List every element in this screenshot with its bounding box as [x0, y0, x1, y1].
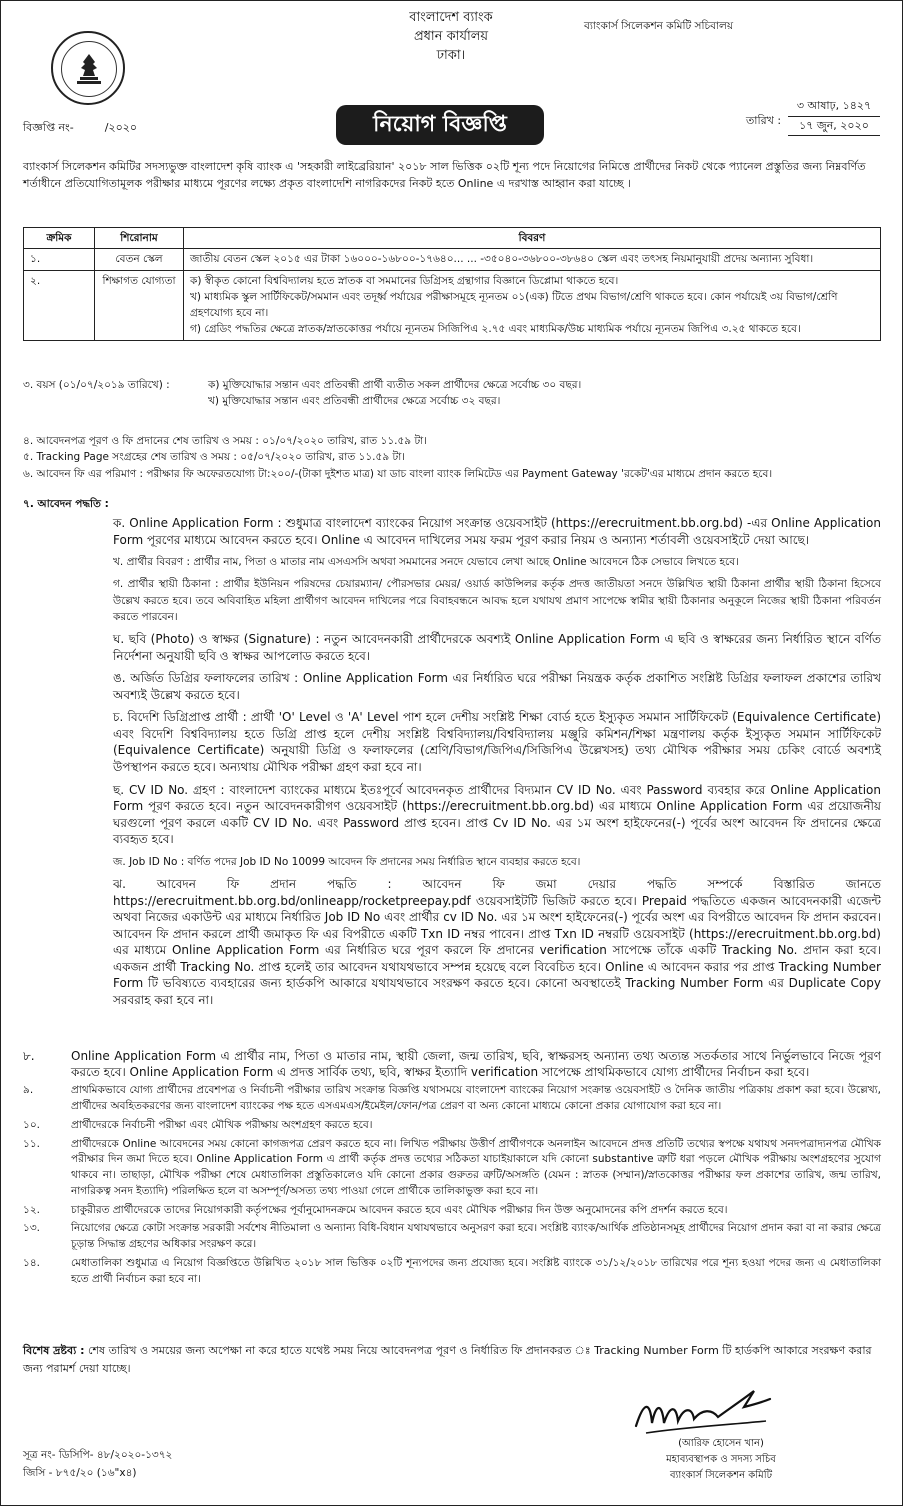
method-item: খ. প্রার্থীর বিবরণ : প্রার্থীর নাম, পিতা ও মাতার নাম এসএসসি অথবা সমমানের সনদে যেভাবে লেখা আছে Online আবেদনে ঠিক সেভাবে লিখতে হবে।	[113, 556, 739, 569]
rule-item	[23, 1221, 881, 1253]
method-item: ঘ. ছবি (Photo) ও স্বাক্ষর (Signature) : নতুন আবেদনকারী প্রার্থীদেরকে অবশ্যই Online Application Form এ ছবি ও স্বাক্ষরের জন্য নির্ধারিত স্থানে বর্ণিত নির্দেশনা অনুযায়ী ছবি ও স্বাক্ষর আপলোড করতে হবে।	[113, 632, 881, 663]
date-label: তারিখ :	[746, 114, 782, 127]
method-item: ক. Online Application Form : শুধুমাত্র বাংলাদেশ ব্যাংকের নিয়োগ সংক্রান্ত ওয়েবসাইট (https://erecruitment.bb.org.bd) -এর Online Application Form পূরণের মাধ্যমে আবেদন করতে হবে। Online এ আবেদন দাখিলের সময় ফরম পূরণ করার নিয়ম ও অন্যান্য শর্তাবলী ওয়েবসাইটে দেয়া আছে।	[113, 516, 881, 547]
age-line-1: ক) মুক্তিযোদ্ধার সন্তান এবং প্রতিবন্ধী প্রার্থী ব্যতীত সকল প্রার্থীদের ক্ষেত্রে সর্বোচ্চ ৩০ বছর।	[208, 379, 582, 391]
signatory-block	[651, 1436, 791, 1484]
secretariat-name: ব্যাংকার্স সিলেকশন কমিটি সচিবালয়	[584, 20, 734, 32]
table-row	[24, 270, 881, 340]
rule-text: মেধাতালিকা শুধুমাত্র এ নিয়োগ বিজ্ঞপ্তিতে উল্লিখিত ২০১৮ সাল ভিত্তিক ০২টি শূন্যপদের জন্য প্রযোজ্য হবে। সংশ্লিষ্ট ব্যাংকে ৩১/১২/২০১৮ তারিখের পরে শূন্য হওয়া পদের জন্য এ মেধাতালিকা হতে প্রার্থী নির্বাচন করা হবে না।	[71, 1256, 881, 1285]
rule-text: Online Application Form এ প্রার্থীর নাম, পিতা ও মাতার নাম, স্থায়ী জেলা, জন্ম তারিখ, ছবি, স্বাক্ষরসহ অন্যান্য তথ্য অত্যন্ত সতর্কতার সাথে নির্ভুলভাবে নিজে পূরণ করতে হবে। Online Application Form এ প্রদত্ত সার্বিক তথ্য, ছবি, স্বাক্ষর ইত্যাদি verification সাপেক্ষে প্রাথমিকভাবে যোগ্য প্রার্থীদের নির্বাচন করা হবে।	[71, 1049, 881, 1080]
deadline-item: ৬. আবেদন ফি এর পরিমাণ : পরীক্ষার ফি অফেরতযোগ্য টা:২০০/-(টাকা দুইশত মাত্র) যা ডাচ বাংলা ব্যাংক লিমিটেড এর Payment Gateway 'রকেট'এর মাধ্যমে প্রদান করতে হবে।	[23, 467, 773, 480]
table-header-row	[24, 228, 881, 249]
rule-item	[23, 1118, 881, 1134]
rule-number: ১০.	[23, 1118, 40, 1131]
memo-number: সূত্র নং- ডিসিপি- ৪৮/২০২০-১৩৭২	[23, 1449, 173, 1461]
rule-item	[23, 1203, 881, 1219]
special-note-text: শেষ তারিখ ও সময়ের জন্য অপেক্ষা না করে হাতে যথেষ্ট সময় নিয়ে আবেদনপত্র পূরণ ও নির্ধারিত ফি প্রদানকরত ঃ Tracking Number Form টি হার্ডকপি আকারে সংরক্ষণ করার জন্য পরামর্শ দেয়া যাচ্ছে।	[23, 1344, 872, 1375]
method-item: গ. প্রার্থীর স্থায়ী ঠিকানা : প্রার্থীর ইউনিয়ন পরিষদের চেয়ারম্যান/ পৌরসভার মেয়র/ ওয়ার্ড কাউন্সিলর কর্তৃক প্রদত্ত জাতীয়তা সনদে উল্লিখিত স্থায়ী ঠিকানা প্রার্থীর স্থায়ী ঠিকানা হিসেবে উল্লেখ করতে হবে। তবে অবিবাহিত মহিলা প্রার্থীগণ আবেদন দাখিলের পরে বিবাহবন্ধনে আবদ্ধ হলে যথাযথ প্রমাণ সাপেক্ষে স্বামীর স্থায়ী ঠিকানার অনুকূলে নিজের স্থায়ী ঠিকানা পরিবর্তন করতে পারবেন।	[113, 578, 881, 623]
deadlines-section	[23, 433, 881, 482]
age-label: ৩. বয়স (০১/০৭/২০১৯ তারিখে) :	[23, 379, 170, 391]
row-details	[184, 249, 881, 270]
special-note	[23, 1342, 881, 1377]
method-heading: ৭. আবেদন পদ্ধতি :	[23, 498, 109, 510]
row-serial: ২.	[24, 270, 95, 340]
age-line-2: খ) মুক্তিযোদ্ধার সন্তান এবং প্রতিবন্ধী প্রার্থীদের ক্ষেত্রে সর্বোচ্চ ৩২ বছর।	[208, 395, 501, 408]
table-row	[24, 249, 881, 270]
rule-text: প্রার্থীদেরকে Online আবেদনের সময় কোনো কাগজপত্র প্রেরণ করতে হবে না। লিখিত পরীক্ষায় উত্তীর্ণ প্রার্থীগণকে অনলাইন আবেদনে প্রদত্ত প্রতিটি তথ্যের স্বপক্ষে যথাযথ সনদপত্রাদ্যনপত্র মৌখিক পরীক্ষার দিন জমা দিতে হবে। Online Application Form এ প্রার্থী কর্তৃক প্রদত্ত তথ্যের সঠিকতা যাচাইয়াকালে যদি কোনো substantive ত্রুটি ধরা পড়লে মৌখিক পরীক্ষায় অংশগ্রহণের সুযোগ থাকবে না। তাছাড়া, মৌখিক পরীক্ষা শেষে মেধাতালিকা প্রস্তুতিকালেও যদি কোনো প্রকার গুরুতর ত্রুটি/অসঙ্গতি (যেমন : স্নাতক (সম্মান)/স্নাতকোত্তর পরীক্ষার ফল প্রকাশের তারিখ, জন্ম তারিখ, নাগরিকত্ব সনদ ইত্যাদি) পরিলক্ষিত হলে বা অসম্পূর্ণ/অসত্য তথ্য পাওয়া গেলে প্রার্থীকে তালিকাভুক্ত করা হবে না।	[71, 1137, 881, 1197]
table-header-title: শিরোনাম	[95, 228, 184, 249]
rule-text: নিয়োগের ক্ষেত্রে কোটা সংক্রান্ত সরকারী সর্বশেষ নীতিমালা ও অন্যান্য বিধি-বিধান যথাযথভাবে অনুসরণ করা হবে। সংশ্লিষ্ট ব্যাংক/আর্থিক প্রতিষ্ঠানসমূহ প্রার্থীদের নিয়োগ প্রদান করা বা না করার ক্ষেত্রে চূড়ান্ত সিদ্ধান্ত গ্রহণের অধিকার সংরক্ষণ করে।	[71, 1222, 881, 1251]
date-values	[788, 97, 880, 136]
notice-no-value: /২০২০	[104, 121, 138, 134]
notice-no-label: বিজ্ঞপ্তি নং-	[23, 121, 74, 134]
rule-item	[23, 1137, 881, 1200]
detail-line: খ) মাধ্যমিক স্কুল সার্টিফিকেট/সমমান এবং তদূর্ধ্ব পর্যায়ের পরীক্ষাসমূহে ন্যূনতম ০১(এক) টিতে প্রথম বিভাগ/শ্রেণি থাকতে হবে। কোন পর্যায়েই ৩য় বিভাগ/শ্রেণি গ্রহণযোগ্য হবে না।	[190, 290, 838, 320]
special-note-label: বিশেষ দ্রষ্টব্য :	[23, 1344, 85, 1357]
rule-number: ১৩.	[23, 1222, 40, 1235]
rule-text: প্রার্থীদেরকে নির্বাচনী পরীক্ষা এবং মৌখিক পরীক্ষায় অংশগ্রহণ করতে হবে।	[71, 1118, 373, 1131]
intro-paragraph: ব্যাংকার্স সিলেকশন কমিটির সদস্যভুক্ত বাংলাদেশ কৃষি ব্যাংক এ 'সহকারী লাইব্রেরিয়ান' ২০১৮ সাল ভিত্তিক ০২টি শূন্য পদে নিয়োগের নিমিত্তে প্রার্থীদের নিকট থেকে প্যানেল প্রস্তুতির জন্য নিম্নবর্ণিত শর্তাধীনে প্রতিযোগিতামূলক পরীক্ষার মাধ্যমে পূরণের লক্ষ্যে প্রকৃত বাংলাদেশি নাগরিকদের নিকট হতে Online এ দরখাস্ত আহ্বান করা যাচ্ছে ।	[23, 160, 866, 190]
detail-line: গ) গ্রেডিং পদ্ধতির ক্ষেত্রে স্নাতক/স্নাতকোত্তর পর্যায়ে ন্যূনতম সিজিপিএ ২.৭৫ এবং মাধ্যমিক/উচ্চ মাধ্যমিক পর্যায়ে ন্যূনতম জিপিএ ৩.২৫ থাকতে হবে।	[190, 323, 801, 336]
page-title: নিয়োগ বিজ্ঞপ্তি	[336, 105, 544, 145]
method-list	[113, 515, 881, 1014]
method-item: ছ. CV ID No. গ্রহণ : বাংলাদেশ ব্যাংকের মাধ্যমে ইতঃপূর্বে আবেদনকৃত প্রার্থীদের বিদ্যমান CV ID No. এবং Password ব্যবহার করে Online Application Form পূরণ করতে হবে। নতুন আবেদনকারীগণ ওয়েবসাইট (https://erecruitment.bb.org.bd) এর মাধ্যমে Online Application Form এর প্রয়োজনীয় ঘরগুলো পূরণ করলে একটি CV ID No. এবং Password প্রাপ্ত হবেন। প্রাপ্ত Cv ID No. এর ১ম অংশ হাইফেনের(-) পূর্বের অংশ আবেদন ফি প্রদানের ক্ষেত্রে ব্যবহৃত হবে।	[113, 782, 881, 847]
row-details	[184, 270, 881, 340]
rule-number: ১৪.	[23, 1256, 40, 1269]
header-institution	[351, 9, 551, 66]
table-header-serial: ক্রমিক	[24, 228, 95, 249]
rule-item	[23, 1256, 881, 1288]
row-title: শিক্ষাগত যোগ্যতা	[95, 270, 184, 340]
seal-emblem-icon	[61, 41, 117, 97]
table-header-details: বিবরণ	[184, 228, 881, 249]
row-title: বেতন স্কেল	[95, 249, 184, 270]
detail-line: জাতীয় বেতন স্কেল ২০১৫ এর টাকা ১৬০০০-১৬৮০০-১৭৬৪০... ... -৩৫০৪০-৩৬৮০০-৩৮৬৪০ স্কেল এবং তৎসহ নিয়মানুযায়ী প্রদেয় অন্যান্য সুবিধা।	[190, 253, 814, 266]
signatory-designation: মহাব্যবস্থাপক ও সদস্য সচিব	[666, 1454, 776, 1465]
date-english: ১৭ জুন, ২০২০	[788, 117, 880, 137]
detail-line: ক) স্বীকৃত কোনো বিশ্ববিদ্যালয় হতে স্নাতক বা সমমানের ডিগ্রিসহ গ্রন্থাগার বিজ্ঞানে ডিপ্লোমা থাকতে হবে।	[190, 274, 619, 287]
city-name: ঢাকা।	[436, 47, 466, 63]
row-serial: ১.	[24, 249, 95, 270]
method-item: চ. বিদেশি ডিগ্রিপ্রাপ্ত প্রার্থী : প্রার্থী 'O' Level ও 'A' Level পাশ হলে দেশীয় সংশ্লিষ্ট শিক্ষা বোর্ড হতে ইস্যুকৃত সমমান সার্টিফিকেট (Equivalence Certificate) এবং বিদেশি বিশ্ববিদ্যালয় হতে ডিগ্রি প্রাপ্ত হলে দেশীয় সংশ্লিষ্ট বিশ্ববিদ্যালয়/বিশ্ববিদ্যালয় মঞ্জুরি কমিশন/শিক্ষা মন্ত্রণালয় কর্তৃক ইস্যুকৃত সমমান সার্টিফিকেট (Equivalence Certificate) অনুযায়ী ডিগ্রি ও ফলাফলের (শ্রেণি/বিভাগ/জিপিএ/সিজিপিএ উল্লেখসহ) তথ্য মৌখিক পরীক্ষার সময় চেকিং বোর্ডে অবশ্যই উপস্থাপন করতে হবে। অন্যথায় মৌখিক পরীক্ষা গ্রহণ করা হবে না।	[113, 710, 881, 774]
signatory-committee: ব্যাংকার্স সিলেকশন কমিটি	[669, 1470, 773, 1481]
signatory-name: (আরিফ হোসেন খান)	[678, 1438, 764, 1449]
rule-item	[23, 1083, 881, 1115]
reference-block	[23, 1447, 172, 1483]
rule-number: ৮.	[23, 1049, 35, 1063]
rule-number: ৯.	[23, 1084, 34, 1097]
info-table	[23, 227, 881, 341]
rule-number: ১২.	[23, 1203, 40, 1216]
rule-item	[23, 1048, 881, 1080]
rule-text: প্রাথমিকভাবে যোগ্য প্রার্থীদের প্রবেশপত্র ও নির্বাচনী পরীক্ষার তারিখ সংক্রান্ত বিজ্ঞপ্তি যথাসময়ে বাংলাদেশ ব্যাংকের নিয়োগ সংক্রান্ত ওয়েবসাইট ও দৈনিক জাতীয় পত্রিকায় প্রকাশ করা হবে। উল্লেখ্য, প্রার্থীদের অবহিতকরণের জন্য বাংলাদেশ ব্যাংকের পক্ষ হতে এসএমএস/ইমেইল/ফোন/পত্র প্রেরণ বা অন্য কোনো মাধ্যমে কোনো প্রকার যোগাযোগ করা হবে না।	[71, 1084, 881, 1113]
handwritten-signature	[626, 1381, 786, 1443]
deadline-item: ৫. Tracking Page সংগ্রহের শেষ তারিখ ও সময় : ০৫/০৭/২০২০ তারিখ, রাত ১১.৫৯ টা।	[23, 451, 406, 464]
method-item: ঙ. অর্জিত ডিগ্রির ফলাফলের তারিখ : Online Application Form এর নির্ধারিত ঘরে পরীক্ষা নিয়ন্ত্রক কর্তৃক প্রকাশিত সংশ্লিষ্ট ডিগ্রির ফলাফল প্রকাশের তারিখ অবশ্যই উল্লেখ করতে হবে।	[113, 671, 881, 702]
age-limit-section	[23, 377, 881, 410]
rule-number: ১১.	[23, 1137, 40, 1150]
rule-text: চাকুরীরত প্রার্থীদেরকে তাদের নিয়োগকারী কর্তৃপক্ষের পূর্বানুমোদনক্রমে আবেদন করতে হবে এবং মৌখিক পরীক্ষার দিন উক্ত অনুমোদনের কপি প্রদর্শন করতে হবে।	[71, 1203, 728, 1216]
method-item: জ. Job ID No : বর্ণিত পদের Job ID No 10099 আবেদন ফি প্রদানের সময় নির্ধারিত স্থানে ব্যবহার করতে হবে।	[113, 855, 581, 868]
bank-name: বাংলাদেশ ব্যাংক	[409, 10, 493, 25]
rules-section	[23, 1048, 881, 1290]
gd-number: জিসি - ৮৭৫/২০ (১৬"x৪)	[23, 1466, 137, 1479]
deadline-item: ৪. আবেদনপত্র পূরণ ও ফি প্রদানের শেষ তারিখ ও সময় : ০১/০৭/২০২০ তারিখ, রাত ১১.৫৯ টা।	[23, 435, 427, 447]
notice-number	[23, 119, 137, 138]
method-item: ঝ. আবেদন ফি প্রদান পদ্ধতি : আবেদন ফি জমা দেয়ার পদ্ধতি সম্পর্কে বিস্তারিত জানতে https://erecruitment.bb.org.bd/onlineapp/rocketpreepay.pdf ওয়েবসাইটটি ভিজিট করতে হবে। Prepaid পদ্ধতিতে একজন আবেদনকারী এজেন্ট অথবা নিজের একাউন্ট এর মাধ্যমে নির্ধারিত Job ID No এবং প্রার্থীর cv ID No. এর ১ম অংশ হাইফেনের(-) পূর্বের অংশ এর বিপরীতে আবেদন ফি প্রদান করবেন। আবেদন ফি প্রদান করলে প্রার্থী জমাকৃত ফি এর বিপরীতে একটি Txn ID নম্বর পাবেন। প্রাপ্ত Txn ID নম্বরটি ওয়েবসাইট (https://erecruitment.bb.org.bd) এর মাধ্যমে Online Application Form এর নির্ধারিত ঘরে পূরণ করলে ফি প্রদানের verification সাপেক্ষে তাঁকে একটি Tracking No. প্রদান করা হবে। একজন প্রার্থী Tracking No. প্রাপ্ত হলেই তার আবেদন যথাযথভাবে সম্পন্ন হয়েছে বলে বিবেচিত হবে। Online এ আবেদন করার পর প্রাপ্ত Tracking Number Form টি ভবিষ্যতে ব্যবহারের জন্য হার্ডকপি আকারে যথাযথভাবে সংরক্ষণ করতে হবে। কোনো অবস্থাতেই Tracking Number Form এর Duplicate Copy সরবরাহ করা হবে না।	[113, 876, 881, 1007]
office-name: প্রধান কার্যালয়	[413, 28, 489, 44]
date-bangla: ৩ আষাঢ়, ১৪২৭	[788, 97, 880, 117]
bangladesh-bank-seal	[51, 31, 125, 105]
